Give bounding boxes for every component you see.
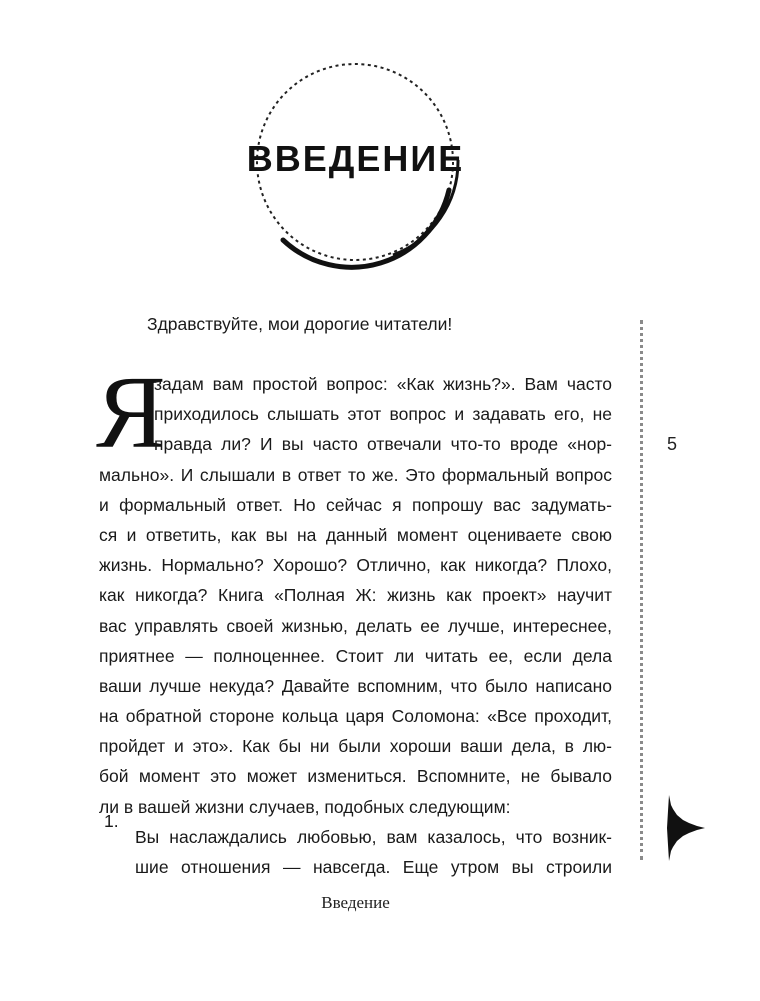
page-number: 5 — [667, 434, 678, 454]
body-line: ли в вашей жизни случаев, подобных следующим: — [99, 796, 511, 817]
body-text — [99, 369, 612, 882]
body-line: пройдет и это». Как бы ни были хороши ваши дела, в лю- — [99, 736, 612, 757]
body-line: как никогда? Книга «Полная Ж: жизнь как проект» научит — [99, 585, 612, 606]
margin-dotted-rule — [640, 320, 643, 860]
body-line: вас управлять своей жизнью, делать ее лучше, интереснее, — [99, 615, 612, 636]
greeting-line: Здравствуйте, мои дорогие читатели! — [147, 314, 453, 334]
body-line: жизнь. Нормально? Хорошо? Отлично, как никогда? Плохо, — [99, 555, 612, 576]
body-line: приходилось слышать этот вопрос и задавать его, не — [154, 404, 612, 425]
list-item-line: шие отношения — навсегда. Еще утром вы строили — [135, 857, 612, 877]
body-line: ваши лучше некуда? Давайте вспомним, что было написано — [99, 675, 612, 696]
list-item-line: Вы наслаждались любовью, вам казалось, что возник- — [135, 826, 612, 847]
body-line: на обратной стороне кольца царя Соломона: «Все проходит, — [99, 706, 612, 727]
body-line: правда ли? И вы часто отвечали что-то вроде «нор- — [154, 434, 612, 455]
drop-cap-letter: Я — [96, 355, 166, 470]
body-line: мально». И слышали в ответ то же. Это формальный вопрос — [99, 464, 612, 485]
body-line: задам вам простой вопрос: «Как жизнь?». Вам часто — [154, 374, 612, 394]
list-item-number: 1. — [104, 811, 119, 831]
body-line: ся и ответить, как вы на данный момент оцениваете свою — [99, 524, 612, 545]
page-turn-arrow-icon — [665, 795, 707, 861]
running-footer: Введение — [321, 893, 390, 912]
body-line: бой момент это может измениться. Вспомните, не бывало — [99, 766, 612, 787]
chapter-title: ВВЕДЕНИЕ — [246, 138, 465, 179]
body-line: приятнее — полноценнее. Стоит ли читать ее, если дела — [99, 645, 612, 666]
body-line: и формальный ответ. Но сейчас я попрошу вас задумать- — [99, 494, 612, 515]
